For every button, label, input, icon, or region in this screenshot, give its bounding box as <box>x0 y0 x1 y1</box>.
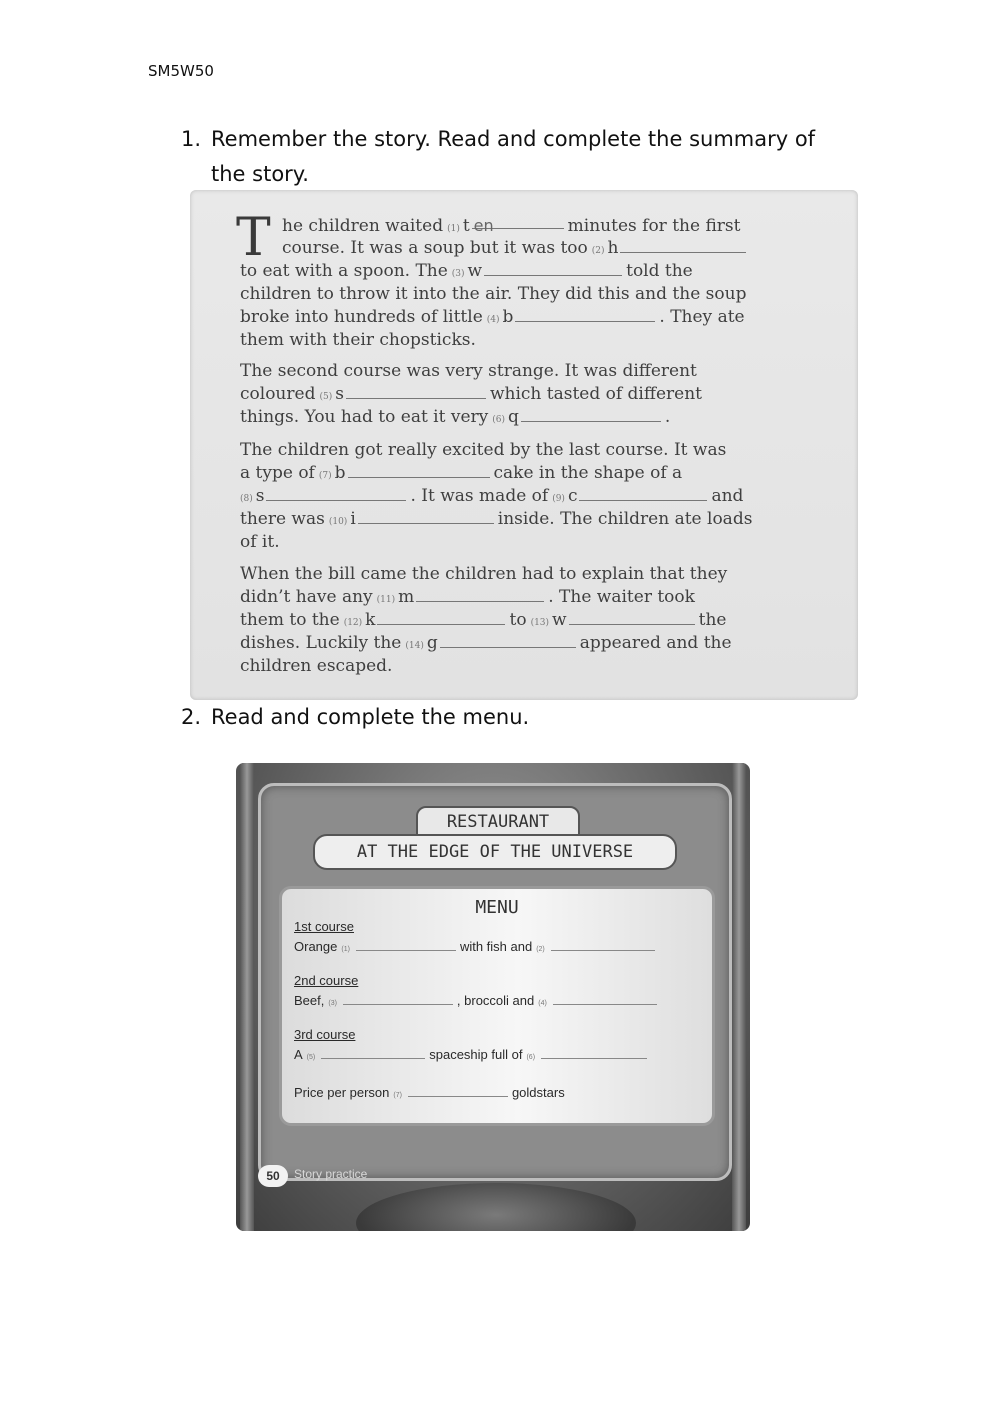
question-2 <box>181 700 529 735</box>
table-decoration <box>356 1183 636 1231</box>
blank-8[interactable] <box>266 486 406 501</box>
section-label: Story practice <box>294 1167 368 1181</box>
menu-blank-5[interactable] <box>321 1048 425 1059</box>
question-1 <box>181 122 871 192</box>
handwritten-answer: en <box>473 216 494 235</box>
menu-card: MENU 1st course Orange (1) with fish and (2) 2nd course Beef, (3) , broccoli and (4) 3rd course A (5) spaceship full of (6) Price per person (7) goldstars <box>279 886 715 1126</box>
question-text-line-2: the story. <box>211 162 309 186</box>
menu-blank-2[interactable] <box>551 940 655 951</box>
blank-7[interactable] <box>348 463 490 478</box>
blank-13[interactable] <box>569 610 695 625</box>
restaurant-sign: RESTAURANT <box>416 806 580 838</box>
question-text: Read and complete the menu. <box>211 705 530 729</box>
blank-5[interactable] <box>346 384 486 399</box>
pillar-decoration <box>732 763 746 1231</box>
question-number: 1. <box>181 127 202 151</box>
story-summary-box <box>190 190 858 700</box>
blank-2[interactable] <box>620 238 746 253</box>
menu-title: MENU <box>475 897 519 918</box>
course-heading: 2nd course <box>294 973 359 988</box>
blank-4[interactable] <box>515 307 655 322</box>
question-text-line-1: Remember the story. Read and complete the summary of <box>211 127 816 151</box>
menu-blank-3[interactable] <box>343 994 453 1005</box>
menu-frame <box>258 783 732 1181</box>
restaurant-menu-picture <box>236 763 750 1231</box>
menu-blank-6[interactable] <box>541 1048 647 1059</box>
question-number: 2. <box>181 705 202 729</box>
menu-blank-1[interactable] <box>356 940 456 951</box>
blank-14[interactable] <box>440 633 576 648</box>
page-number-badge: 50 <box>258 1165 288 1187</box>
drop-cap: T <box>236 208 271 268</box>
blank-6[interactable] <box>521 407 661 422</box>
pillar-decoration <box>240 763 254 1231</box>
blank-3[interactable] <box>484 261 622 276</box>
story-paragraph-4: When the bill came the children had to explain that they didn’t have any (11) m . The waiter took them to the (12) k to (13) w the dishes. Luckily the (14) g appeared and the children escaped. <box>240 564 732 676</box>
restaurant-subtitle-sign: AT THE EDGE OF THE UNIVERSE <box>313 834 677 870</box>
blank-1[interactable] <box>472 214 564 235</box>
menu-blank-4[interactable] <box>553 994 657 1005</box>
story-paragraph-2: The second course was very strange. It was different coloured (5) s which tasted of different things. You had to eat it very (6) q . <box>240 361 702 427</box>
course-heading: 3rd course <box>294 1027 356 1042</box>
blank-10[interactable] <box>358 509 494 524</box>
menu-blank-7[interactable] <box>408 1086 508 1097</box>
course-heading: 1st course <box>294 919 354 934</box>
story-paragraph-1: T he children waited (1) t en minutes for the first course. It was a soup but it was too (2) h to eat with a spoon. The (3) w told the children to throw it into the air. They did this and the soup broke into hundreds of little (4) b . They ate them with their chopsticks. <box>236 208 747 350</box>
worksheet-code: SM5W50 <box>148 62 214 80</box>
story-paragraph-3: The children got really excited by the last course. It was a type of (7) b cake in the shape of a (8) s . It was made of (9) c and there was (10) i inside. The children ate loads of it. <box>240 440 753 552</box>
blank-12[interactable] <box>377 610 505 625</box>
blank-11[interactable] <box>416 587 544 602</box>
blank-9[interactable] <box>579 486 707 501</box>
